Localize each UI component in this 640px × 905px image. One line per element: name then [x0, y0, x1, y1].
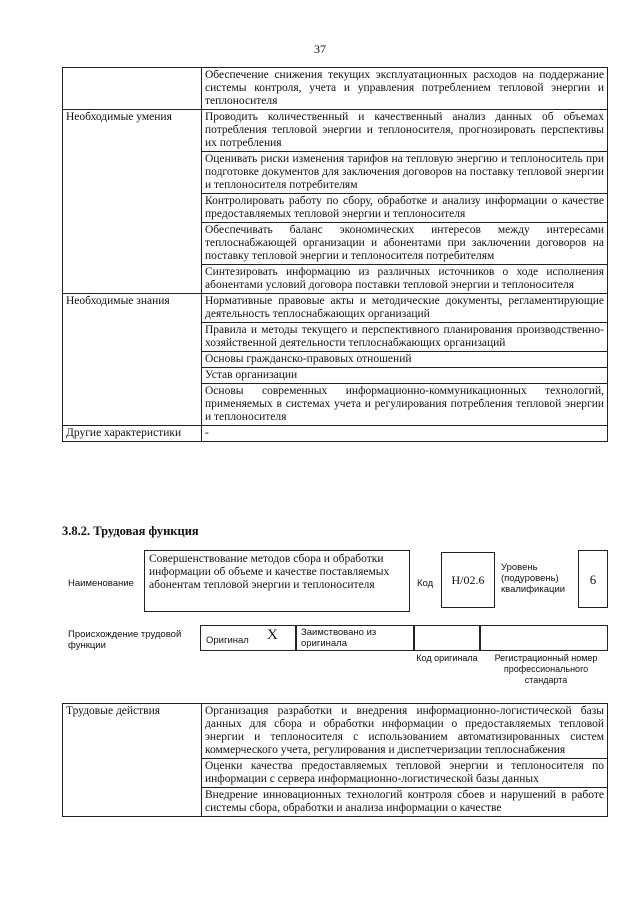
original-box [200, 625, 296, 651]
code-original-caption: Код оригинала [416, 653, 478, 663]
row-label-knowledge: Необходимые знания [63, 294, 202, 426]
original-mark: X [267, 627, 278, 643]
row-item: Основы гражданско-правовых отношений [202, 352, 608, 368]
row-item: - [202, 426, 608, 442]
table-row [63, 704, 608, 759]
row-item: Обеспечивать баланс экономических интересов между интересами теплоснабжающей организации и абонентами при заключении договоров на поставку тепловой энергии и теплоносителя потребителям [202, 223, 608, 265]
code-original-box [414, 625, 480, 651]
reg-number-caption: Регистрационный номер профессионального стандарта [494, 653, 598, 685]
row-item: Оценки качества предоставляемых тепловой энергии и теплоносителя по информации с сервера информационно-логистической базы данных [202, 759, 608, 788]
page-number: 37 [314, 42, 326, 56]
row-item: Проводить количественный и качественный анализ данных об объемах потребления тепловой энергии и теплоносителя, прогнозировать перспективы их потребления [202, 110, 608, 152]
row-item: Внедрение инновационных технологий контроля сбоев и нарушений в работе системы сбора, обработки и анализа информации о качестве [202, 788, 608, 817]
skills-knowledge-table [62, 67, 608, 442]
level-label: Уровень (подуровень) квалификации [501, 562, 566, 595]
row-item: Основы современных информационно-коммуникационных технологий, применяемых в системах учета и регулирования потребления тепловой энергии и теплоносителя [202, 384, 608, 426]
row-item: Организация разработки и внедрения информационно-логистической базы данных для сбора и обработки информации о предоставляемых тепловой энергии и теплоносителя с использованием автоматизированных систем коммерческого учета, регулирования и диспетчеризации теплоснабжения [202, 704, 608, 759]
labor-actions-table [62, 703, 608, 817]
row-label [63, 68, 202, 110]
row-label-actions: Трудовые действия [63, 704, 202, 817]
reg-number-box [480, 625, 608, 651]
row-label-other: Другие характеристики [63, 426, 202, 442]
table-row [63, 110, 608, 152]
name-label: Наименование [68, 578, 134, 589]
origin-label: Происхождение трудовой функции [68, 629, 182, 651]
row-item: Обеспечение снижения текущих эксплуатационных расходов на поддержание системы контроля, учета и управления потреблением тепловой энергии и теплоносителя [202, 68, 608, 110]
borrowed-label: Заимствовано из оригинала [301, 627, 377, 649]
table-row [63, 294, 608, 323]
row-item: Оценивать риски изменения тарифов на тепловую энергию и теплоноситель при подготовке документов для заключения договоров на поставку тепловой энергии и теплоносителя потребителям [202, 152, 608, 194]
level-box: 6 [578, 550, 608, 608]
row-item: Контролировать работу по сбору, обработке и анализу информации о качестве предоставляемых тепловой энергии и теплоносителя [202, 194, 608, 223]
row-item: Синтезировать информацию из различных источников о ходе исполнения абонентами условий договора поставки тепловой энергии и теплоносителя [202, 265, 608, 294]
row-item: Нормативные правовые акты и методические документы, регламентирующие деятельность теплоснабжающих организаций [202, 294, 608, 323]
table-row [63, 426, 608, 442]
section-title: 3.8.2. Трудовая функция [62, 524, 199, 538]
row-item: Устав организации [202, 368, 608, 384]
row-item: Правила и методы текущего и перспективного планирования производственно-хозяйственной деятельности теплоснабжающих организаций [202, 323, 608, 352]
code-box: H/02.6 [441, 552, 495, 608]
function-name-box: Совершенствование методов сбора и обработки информации об объеме и качестве поставляемых абонентам тепловой энергии и теплоносителя [144, 550, 410, 612]
code-label: Код [417, 578, 434, 589]
original-label: Оригинал [206, 635, 249, 646]
row-label-skills: Необходимые умения [63, 110, 202, 294]
table-row [63, 68, 608, 110]
borrowed-box [296, 625, 414, 651]
